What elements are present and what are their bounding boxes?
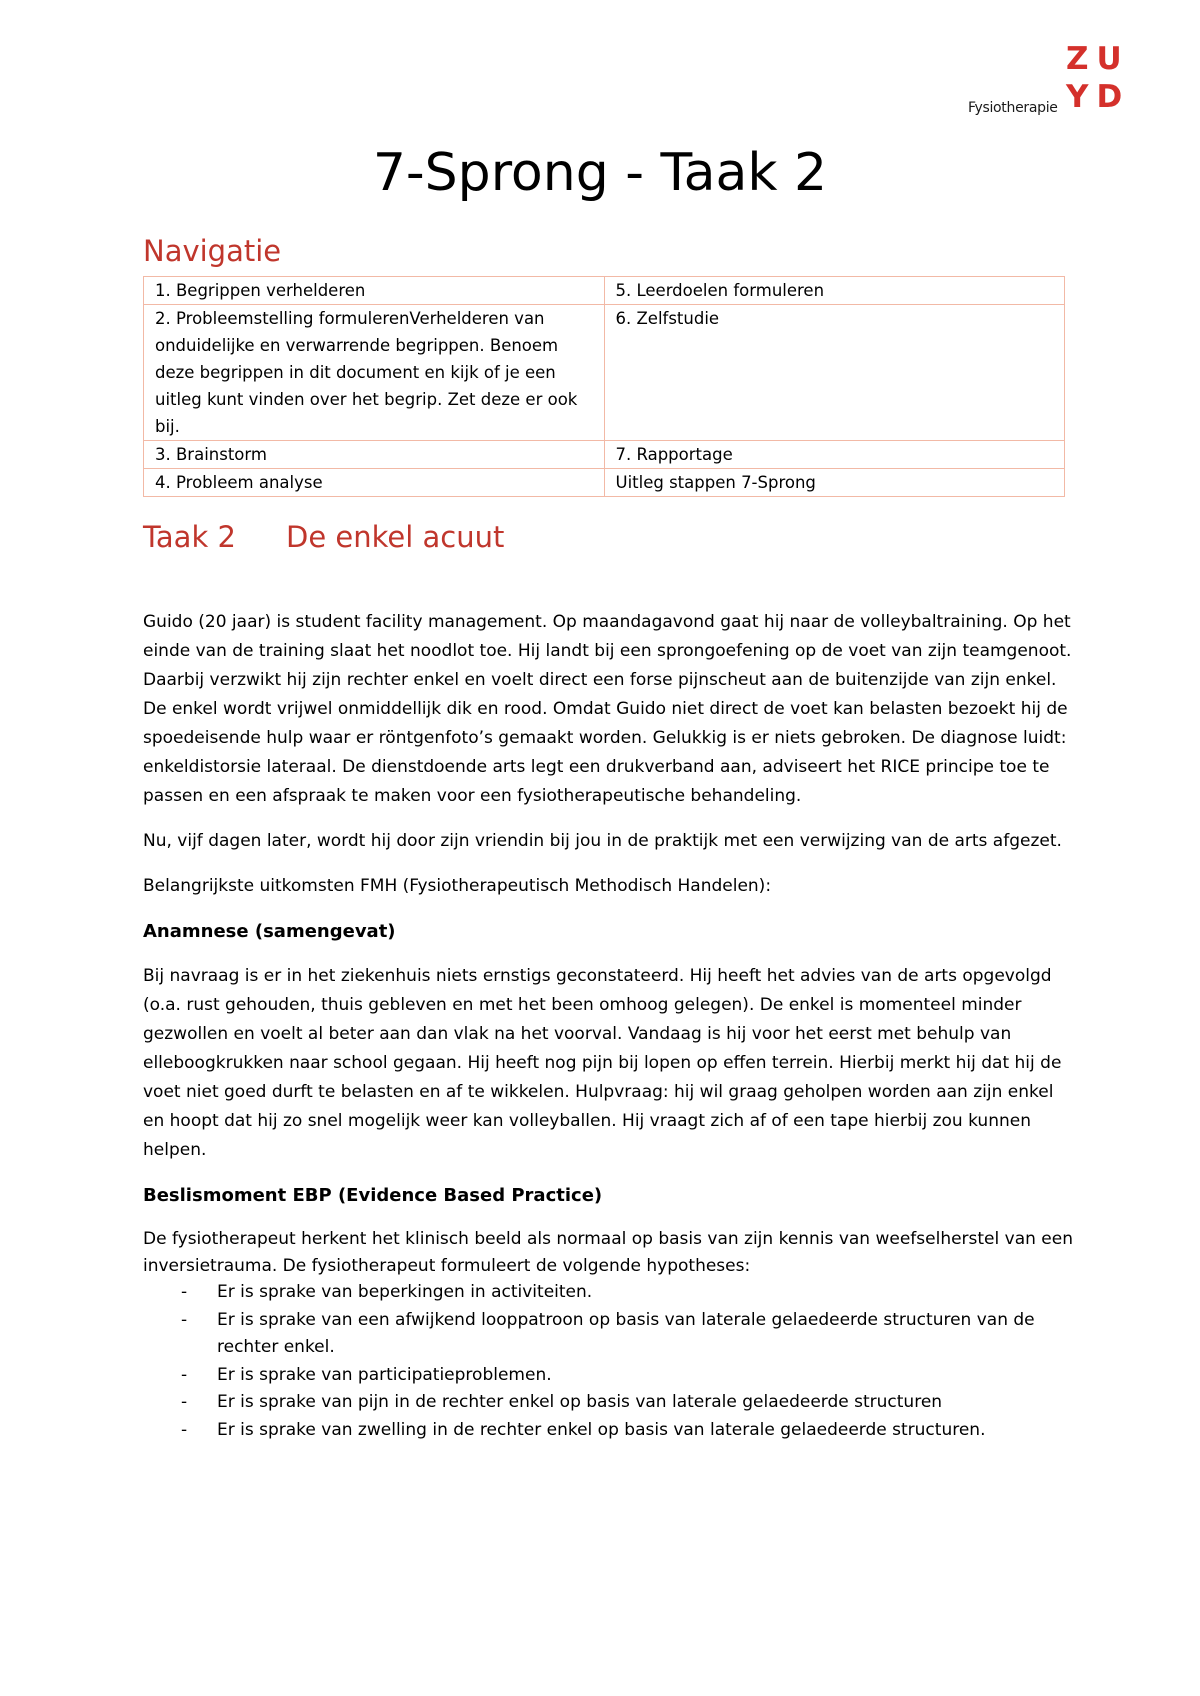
task-heading (143, 520, 504, 554)
list-item (143, 1417, 1073, 1445)
bullet-dash: - (181, 1282, 188, 1302)
list-item-text: Er is sprake van beperkingen in activiteiten. (217, 1282, 593, 1302)
nav-link-zelfstudie[interactable]: 6. Zelfstudie (604, 305, 1065, 441)
nav-link-begrippen[interactable]: 1. Begrippen verhelderen (144, 277, 605, 305)
nav-link-uitleg-stappen[interactable]: Uitleg stappen 7-Sprong (604, 469, 1065, 497)
bullet-dash: - (181, 1364, 188, 1385)
nav-row (144, 441, 1065, 469)
nav-link-brainstorm[interactable]: 3. Brainstorm (144, 441, 605, 469)
bullet-dash: - (181, 1392, 188, 1412)
list-item-text: Er is sprake van participatieproblemen. (217, 1364, 552, 1385)
list-item-text: Er is sprake van pijn in de rechter enkel op basis van laterale gelaedeerde structuren (217, 1392, 943, 1412)
list-item-text: Er is sprake van een afwijkend looppatroon op basis van laterale gelaedeerde structuren van de rechter enkel. (217, 1309, 1035, 1357)
nav-row (144, 469, 1065, 497)
task-label: Taak 2 (143, 520, 236, 554)
document-title: 7-Sprong - Taak 2 (372, 143, 828, 203)
nav-row (144, 305, 1065, 441)
list-item-text: Er is sprake van zwelling in de rechter enkel op basis van laterale gelaedeerde structuren. (217, 1419, 986, 1440)
task-name: De enkel acuut (286, 520, 505, 554)
anamnese-heading: Anamnese (samengevat) (143, 921, 396, 942)
navigation-heading: Navigatie (143, 234, 282, 268)
case-paragraph: Guido (20 jaar) is student facility management. Op maandagavond gaat hij naar de volleybaltraining. Op het einde van de training slaat het noodlot toe. Hij landt bij een sprongoefening op de voet van zijn teamgenoot. Daarbij verzwikt hij zijn rechter enkel en voelt direct een forse pijnscheut aan de buitenzijde van zijn enkel. De enkel wordt vrijwel onmiddellijk dik en rood. Omdat Guido niet direct de voet kan belasten bezoekt hij de spoedeisende hulp waar er röntgenfoto’s gemaakt worden. Gelukkig is er niets gebroken. De diagnose luidt: enkeldistorsie lateraal. De dienstdoende arts legt een drukverband aan, adviseert het RICE principe toe te passen en een afspraak te maken voor een fysiotherapeutische behandeling. (143, 612, 1072, 806)
fmh-intro: Belangrijkste uitkomsten FMH (Fysiotherapeutisch Methodisch Handelen): (143, 876, 772, 896)
list-item (143, 1389, 1073, 1417)
logo-mark (1066, 40, 1130, 116)
nav-row (144, 277, 1065, 305)
logo-wordmark: Fysiotherapie (968, 100, 1058, 116)
ebp-text: De fysiotherapeut herkent het klinisch beeld als normaal op basis van zijn kennis van weefselherstel van een inversietrauma. De fysiotherapeut formuleert de volgende hypotheses: (143, 1229, 1073, 1276)
ebp-heading: Beslismoment EBP (Evidence Based Practice) (143, 1185, 603, 1206)
anamnese-text: Bij navraag is er in het ziekenhuis niets ernstigs geconstateerd. Hij heeft het advies van de arts opgevolgd (o.a. rust gehouden, thuis gebleven en met het been omhoog gelegen). De enkel is momenteel minder gezwollen en voelt al beter aan dan vlak na het voorval. Vandaag is hij voor het eerst met behulp van elleboogkrukken naar school gegaan. Hij heeft nog pijn bij lopen op effen terrein. Hierbij merkt hij dat hij de voet niet goed durft te belasten en af te wikkelen. Hulpvraag: hij wil graag geholpen worden aan zijn enkel en hoopt dat hij zo snel mogelijk weer kan volleyballen. Hij vraagt zich af of een tape hierbij zou kunnen helpen. (143, 966, 1062, 1160)
nav-link-probleemstelling[interactable]: 2. Probleemstelling formulerenVerhelderen van onduidelijke en verwarrende begrippen. Benoem deze begrippen in dit document en kijk of je een uitleg kunt vinden over het begrip. Zet deze er ook bij. (144, 305, 605, 441)
bullet-dash: - (181, 1419, 188, 1440)
list-item (143, 1279, 1073, 1307)
zuyd-logo (946, 22, 1131, 132)
nav-link-probleem-analyse[interactable]: 4. Probleem analyse (144, 469, 605, 497)
nav-link-rapportage[interactable]: 7. Rapportage (604, 441, 1065, 469)
followup-paragraph: Nu, vijf dagen later, wordt hij door zijn vriendin bij jou in de praktijk met een verwijzing van de arts afgezet. (143, 831, 1062, 851)
logo-line-1: ZU (1066, 41, 1130, 77)
hypotheses-list (143, 1279, 1073, 1444)
logo-line-2: YD (1066, 79, 1131, 115)
document-body (143, 608, 1073, 1444)
navigation-table (143, 276, 1065, 497)
bullet-dash: - (181, 1309, 188, 1330)
list-item (143, 1362, 1073, 1390)
nav-link-leerdoelen[interactable]: 5. Leerdoelen formuleren (604, 277, 1065, 305)
list-item (143, 1307, 1073, 1362)
